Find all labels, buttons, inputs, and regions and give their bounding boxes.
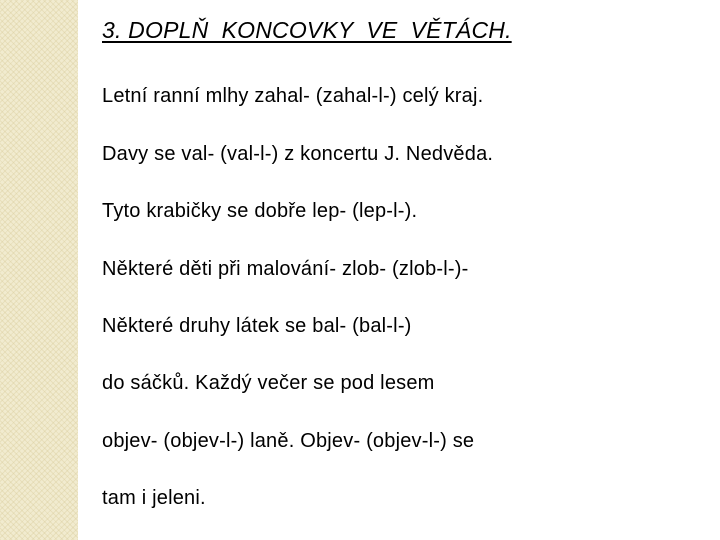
exercise-line: Letní ranní mlhy zahal- (zahal-l-) celý kraj. — [102, 85, 484, 107]
exercise-line: Některé druhy látek se bal- (bal-l-) — [102, 315, 412, 337]
exercise-line: do sáčků. Každý večer se pod lesem — [102, 372, 435, 394]
exercise-line: objev- (objev-l-) laně. Objev- (objev-l-) se — [102, 430, 475, 452]
exercise-line: Některé děti při malování- zlob- (zlob-l-)- — [102, 258, 469, 280]
decorative-side-band — [0, 0, 78, 540]
exercise-line: Davy se val- (val-l-) z koncertu J. Nedvěda. — [102, 143, 494, 165]
exercise-title: 3. DOPLŇ KONCOVKY VE VĚTÁCH. — [102, 17, 512, 43]
exercise-line: Tyto krabičky se dobře lep- (lep-l-). — [102, 200, 418, 222]
exercise-line: tam i jeleni. — [102, 487, 206, 509]
